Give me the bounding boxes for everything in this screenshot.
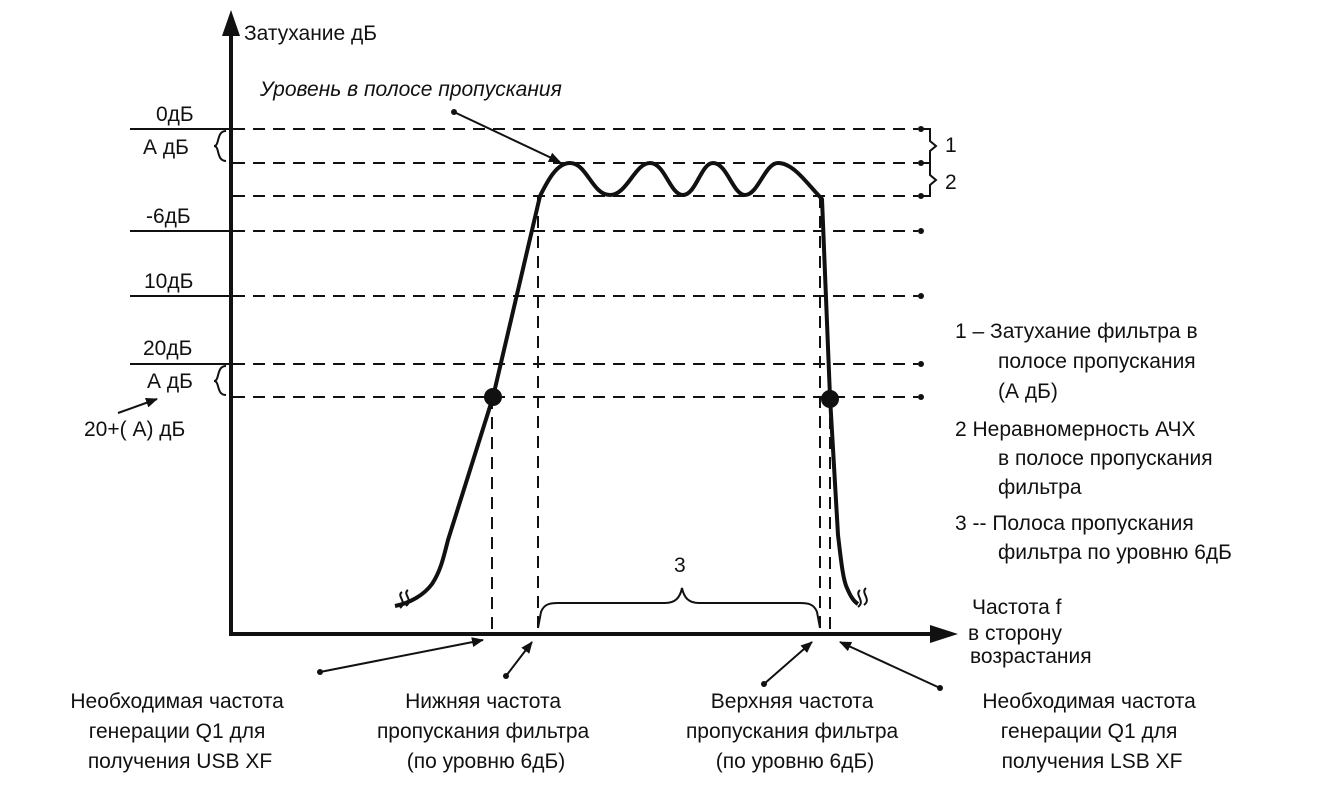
level-line-end-dots [918,126,924,400]
level-label-0db: 0дБ [156,103,194,126]
level-label-a-top: А дБ [143,136,189,159]
bracket-3-label: 3 [674,554,686,577]
usb-point-marker [484,388,502,406]
passband-level-label: Уровень в полосе пропускания [260,78,562,101]
bracket-2-icon [923,163,936,196]
vertical-lines [492,196,830,632]
bottom-pointer-dots [317,669,943,691]
y-axis-arrow-icon [222,10,240,36]
note-lsb-frequency: Необходимая частота генерации Q1 для получения LSB XF [982,690,1196,773]
x-axis-arrow-icon [930,625,958,643]
y-axis-label: Затухание дБ [244,22,378,45]
left-bracket-a-bottom-icon [214,366,226,395]
response-curve [395,163,858,606]
bottom-pointers [320,640,940,688]
note-lower-6db-frequency: Нижняя частота пропускания фильтра (по уровню 6дБ) [376,690,590,773]
x-axis-label [968,596,1092,668]
x-axis-label-line-1: Частота f [972,596,1062,619]
pointer-passband-level-dot [451,109,457,115]
lsb-point-marker [821,390,839,408]
pointer-20-plus-a [118,399,157,413]
pointer-usb-frequency [320,640,483,672]
level-label-minus6: -6дБ [146,205,191,228]
legend-item-1: 1 – Затухание фильтра в полосе пропускания (А дБ) [955,320,1198,403]
legend-item-2: 2 Неравномерность АЧХ в полосе пропускания фильтра [955,418,1213,499]
level-label-20db: 20дБ [143,337,193,360]
level-label-a-bottom: А дБ [147,370,193,393]
bracket-1-label: 1 [945,134,957,157]
left-ticks [130,129,231,364]
bracket-3-icon [538,588,820,628]
level-label-10db: 10дБ [144,270,194,293]
legend [955,320,1232,564]
x-axis-label-line-3: возрастания [970,645,1092,668]
bracket-1-icon [923,129,936,163]
pointer-lsb-frequency [840,642,940,688]
left-bracket-a-top-icon [214,131,226,161]
legend-item-3: 3 -- Полоса пропускания фильтра по уровню 6дБ [955,512,1232,564]
right-break-mark-icon [858,588,867,607]
pointer-upper-6db [764,642,812,684]
x-axis-label-line-2: в сторону [968,622,1063,645]
pointer-lower-6db [506,642,532,676]
level-label-20-plus-a: 20+( А) дБ [84,418,186,441]
level-lines [233,129,918,397]
pointer-passband-level [454,112,560,162]
bracket-2-label: 2 [945,171,957,194]
note-usb-frequency: Необходимая частота генерации Q1 для получения USB XF [70,690,284,773]
note-upper-6db-frequency: Верхняя частота пропускания фильтра (по уровню 6дБ) [685,690,899,773]
